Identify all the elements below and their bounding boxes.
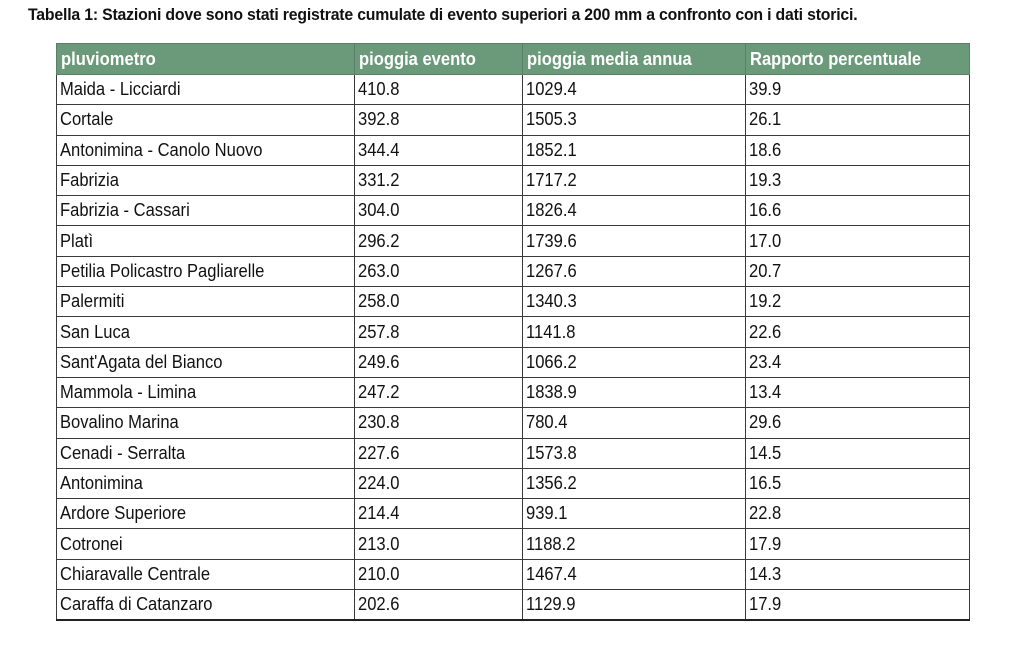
table-caption: Tabella 1: Stazioni dove sono stati registrate cumulate di evento superiori a 200 mm a confronto con i dati storici.: [28, 5, 858, 24]
cell-pioggia-media-annua: 1129.9: [523, 590, 746, 621]
cell-pioggia-evento: 249.6: [355, 347, 523, 377]
cell-pluviometro: Palermiti: [57, 287, 355, 317]
cell-rapporto-percentuale: 22.8: [746, 499, 970, 529]
cell-pioggia-evento: 202.6: [355, 590, 523, 621]
cell-rapporto-percentuale: 22.6: [746, 317, 970, 347]
cell-pluviometro: Antonimina - Canolo Nuovo: [57, 135, 355, 165]
cell-pioggia-evento: 224.0: [355, 468, 523, 498]
cell-pluviometro: Bovalino Marina: [57, 408, 355, 438]
cell-pioggia-evento: 258.0: [355, 287, 523, 317]
cell-pioggia-media-annua: 1340.3: [523, 287, 746, 317]
cell-pluviometro: Antonimina: [57, 468, 355, 498]
cell-rapporto-percentuale: 23.4: [746, 347, 970, 377]
cell-rapporto-percentuale: 18.6: [746, 135, 970, 165]
cell-rapporto-percentuale: 17.9: [746, 590, 970, 621]
cell-pioggia-evento: 257.8: [355, 317, 523, 347]
cell-pluviometro: Mammola - Limina: [57, 377, 355, 407]
cell-rapporto-percentuale: 13.4: [746, 377, 970, 407]
cell-pluviometro: Petilia Policastro Pagliarelle: [57, 256, 355, 286]
cell-pluviometro: Sant'Agata del Bianco: [57, 347, 355, 377]
cell-pioggia-evento: 230.8: [355, 408, 523, 438]
cell-pioggia-media-annua: 1505.3: [523, 105, 746, 135]
cell-pioggia-evento: 263.0: [355, 256, 523, 286]
cell-pioggia-media-annua: 1826.4: [523, 196, 746, 226]
table-row: [57, 377, 970, 407]
table-row: [57, 559, 970, 589]
table-row: [57, 408, 970, 438]
header-pluviometro: pluviometro: [57, 44, 355, 75]
cell-rapporto-percentuale: 19.2: [746, 287, 970, 317]
cell-pioggia-evento: 247.2: [355, 377, 523, 407]
table-row: [57, 165, 970, 195]
cell-pioggia-media-annua: 1141.8: [523, 317, 746, 347]
table-row: [57, 347, 970, 377]
cell-pioggia-evento: 227.6: [355, 438, 523, 468]
table-row: [57, 529, 970, 559]
cell-pioggia-evento: 392.8: [355, 105, 523, 135]
cell-pluviometro: Maida - Licciardi: [57, 75, 355, 105]
header-pioggia-evento: pioggia evento: [355, 44, 523, 75]
cell-pioggia-media-annua: 780.4: [523, 408, 746, 438]
cell-pluviometro: San Luca: [57, 317, 355, 347]
cell-pioggia-media-annua: 1717.2: [523, 165, 746, 195]
table-row: [57, 135, 970, 165]
cell-pioggia-media-annua: 1356.2: [523, 468, 746, 498]
cell-pioggia-evento: 331.2: [355, 165, 523, 195]
cell-pioggia-media-annua: 1267.6: [523, 256, 746, 286]
cell-pioggia-media-annua: 1066.2: [523, 347, 746, 377]
cell-rapporto-percentuale: 26.1: [746, 105, 970, 135]
table-header-row: [57, 44, 970, 75]
cell-pioggia-evento: 296.2: [355, 226, 523, 256]
cell-pluviometro: Ardore Superiore: [57, 499, 355, 529]
table-row: [57, 287, 970, 317]
table-row: [57, 226, 970, 256]
cell-pioggia-media-annua: 939.1: [523, 499, 746, 529]
cell-rapporto-percentuale: 16.5: [746, 468, 970, 498]
cell-pioggia-media-annua: 1188.2: [523, 529, 746, 559]
cell-pioggia-media-annua: 1573.8: [523, 438, 746, 468]
cell-pioggia-media-annua: 1739.6: [523, 226, 746, 256]
cell-pioggia-media-annua: 1467.4: [523, 559, 746, 589]
cell-pluviometro: Chiaravalle Centrale: [57, 559, 355, 589]
cell-pioggia-evento: 410.8: [355, 75, 523, 105]
header-pioggia-media-annua: pioggia media annua: [523, 44, 746, 75]
cell-pioggia-evento: 213.0: [355, 529, 523, 559]
cell-pluviometro: Caraffa di Catanzaro: [57, 590, 355, 621]
cell-pluviometro: Fabrizia: [57, 165, 355, 195]
cell-pluviometro: Platì: [57, 226, 355, 256]
cell-rapporto-percentuale: 39.9: [746, 75, 970, 105]
header-rapporto-percentuale: Rapporto percentuale: [746, 44, 970, 75]
cell-pioggia-evento: 210.0: [355, 559, 523, 589]
cell-rapporto-percentuale: 29.6: [746, 408, 970, 438]
cell-pioggia-evento: 304.0: [355, 196, 523, 226]
table-row: [57, 499, 970, 529]
cell-pluviometro: Fabrizia - Cassari: [57, 196, 355, 226]
cell-pioggia-media-annua: 1852.1: [523, 135, 746, 165]
table-row: [57, 438, 970, 468]
cell-rapporto-percentuale: 17.9: [746, 529, 970, 559]
table-row: [57, 105, 970, 135]
cell-pioggia-media-annua: 1029.4: [523, 75, 746, 105]
table-row: [57, 256, 970, 286]
cell-pioggia-evento: 344.4: [355, 135, 523, 165]
cell-rapporto-percentuale: 16.6: [746, 196, 970, 226]
table-row: [57, 75, 970, 105]
table-row: [57, 468, 970, 498]
table-body: [57, 75, 970, 621]
cell-rapporto-percentuale: 17.0: [746, 226, 970, 256]
table-row: [57, 317, 970, 347]
cell-rapporto-percentuale: 14.5: [746, 438, 970, 468]
rainfall-table: [56, 43, 970, 621]
table-row: [57, 196, 970, 226]
cell-pioggia-evento: 214.4: [355, 499, 523, 529]
cell-pluviometro: Cotronei: [57, 529, 355, 559]
cell-pluviometro: Cenadi - Serralta: [57, 438, 355, 468]
cell-pioggia-media-annua: 1838.9: [523, 377, 746, 407]
cell-rapporto-percentuale: 20.7: [746, 256, 970, 286]
cell-pluviometro: Cortale: [57, 105, 355, 135]
cell-rapporto-percentuale: 14.3: [746, 559, 970, 589]
table-row: [57, 590, 970, 621]
cell-rapporto-percentuale: 19.3: [746, 165, 970, 195]
